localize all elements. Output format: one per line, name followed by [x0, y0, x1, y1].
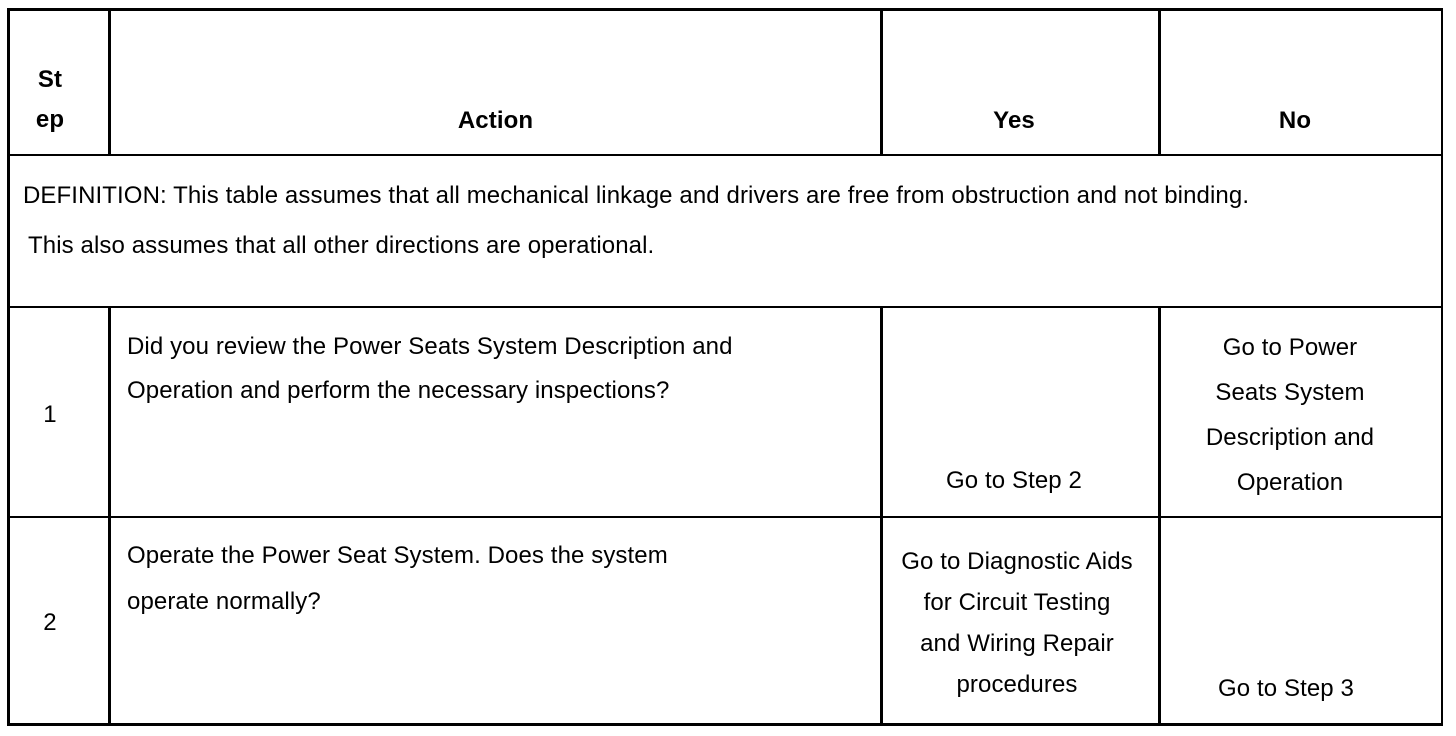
- header-step: [10, 60, 90, 140]
- row-2-action: [127, 533, 877, 625]
- row-2-yes-line-1: Go to Diagnostic Aids: [901, 548, 1133, 575]
- definition-line-2: This also assumes that all other directions are operational.: [28, 232, 655, 259]
- row-2-yes-line-4: procedures: [956, 671, 1078, 698]
- row-2-step: 2: [43, 609, 57, 636]
- row-1-no-line-1: Go to Power: [1222, 334, 1358, 361]
- row-2-yes: [883, 541, 1151, 705]
- header-step-line-2: ep: [35, 106, 65, 133]
- row-2-yes-line-3: and Wiring Repair: [920, 630, 1114, 657]
- header-step-line-1: St: [37, 66, 63, 93]
- row-1-no-line-4: Operation: [1236, 469, 1344, 496]
- row-2-action-line-2: operate normally?: [127, 588, 321, 615]
- row-1-yes: Go to Step 2: [946, 467, 1082, 494]
- header-no: No: [1278, 107, 1312, 134]
- row-1-no-line-3: Description and: [1205, 424, 1375, 451]
- row-divider-step-1: [7, 516, 1443, 518]
- definition-line-1: DEFINITION: This table assumes that all mechanical linkage and drivers are free from obstruction and not binding.: [23, 182, 1250, 209]
- row-1-action: [127, 325, 877, 413]
- row-1-no: [1161, 325, 1419, 505]
- row-1-action-line-2: Operation and perform the necessary inspections?: [127, 377, 670, 404]
- row-2-no: Go to Step 3: [1218, 675, 1354, 702]
- header-action: Action: [457, 107, 534, 134]
- row-divider-definition: [7, 306, 1443, 308]
- header-yes: Yes: [993, 107, 1035, 134]
- row-1-action-line-1: Did you review the Power Seats System Description and: [127, 333, 733, 360]
- row-2-action-line-1: Operate the Power Seat System. Does the system: [127, 542, 668, 569]
- row-1-step: 1: [43, 401, 57, 428]
- row-2-yes-line-2: for Circuit Testing: [923, 589, 1111, 616]
- row-1-no-line-2: Seats System: [1215, 379, 1365, 406]
- row-divider-header: [7, 154, 1443, 156]
